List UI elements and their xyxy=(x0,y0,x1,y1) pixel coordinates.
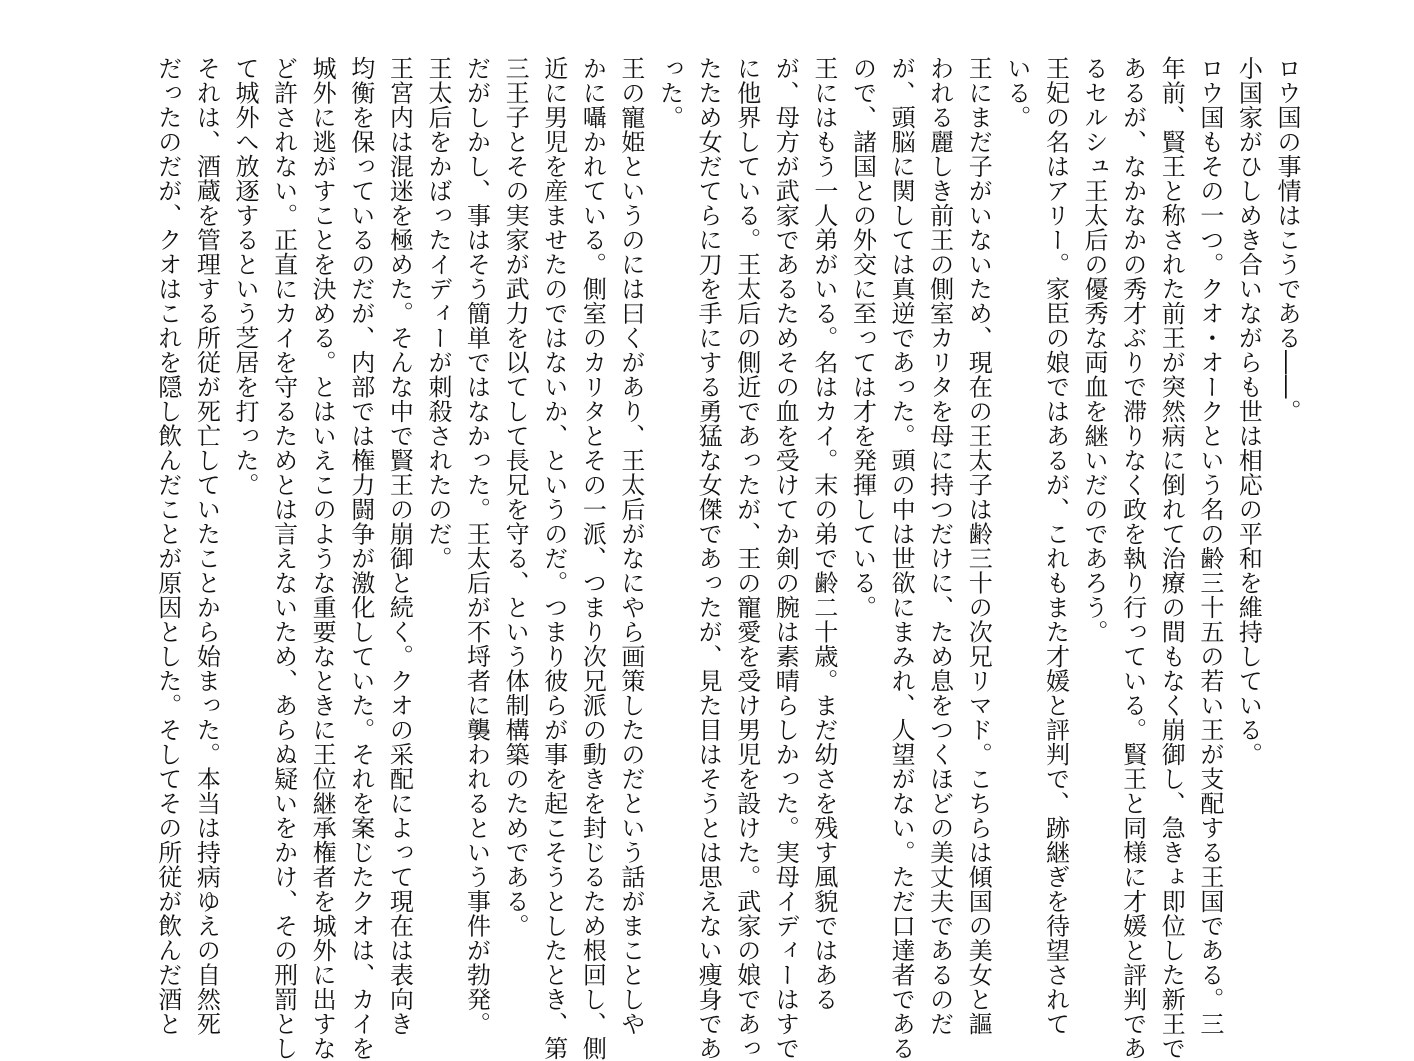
text-line: 王の寵姫というのには曰くがあり、王太后がなにやら画策したのだという話がまことしや xyxy=(616,56,645,1036)
text-line: ど許されない。正直にカイを守るためとは言えないため、あらぬ疑いをかけ、その刑罰とし xyxy=(269,56,298,1061)
text-line: われる麗しき前王の側室カリタを母に持つだけに、ため息をつくほどの美丈夫であるのだ xyxy=(925,56,954,1036)
text-line: ロウ国もその一つ。クオ・オークという名の齢三十五の若い王が支配する王国である。三 xyxy=(1195,56,1224,1036)
text-line: が、母方が武家であるためその血を受けてか剣の腕は素晴らしかった。実母イディーはすで xyxy=(771,56,800,1061)
text-line: 王妃の名はアリー。家臣の娘ではあるが、これもまた才媛と評判で、跡継ぎを待望されて xyxy=(1041,56,1070,1036)
text-line: それは、酒蔵を管理する所従が死亡していたことから始まった。本当は持病ゆえの自然死 xyxy=(192,56,221,1036)
text-line: が、頭脳に関しては真逆であった。頭の中は世欲にまみれ、人望がない。ただ口達者である xyxy=(887,56,916,1061)
text-line: ので、諸国との外交に至っては才を発揮している。 xyxy=(848,56,877,620)
text-line: かに囁かれている。側室のカリタとその一派、つまり次兄派の動きを封じるため根回し、側 xyxy=(578,56,607,1061)
text-line: 小国家がひしめき合いながらも世は相応の平和を維持している。 xyxy=(1234,56,1263,767)
text-line: ロウ国の事情はこうである――。 xyxy=(1273,56,1301,424)
text-line: った。 xyxy=(655,56,684,130)
text-line: だったのだが、クオはこれを隠し飲んだことが原因とした。そしてその所従が飲んだ酒と xyxy=(153,56,182,1036)
text-line: 城外に逃がすことを決める。とはいえこのような重要なときに王位継承権者を城外に出すな xyxy=(308,56,337,1061)
text-line: たため女だてらに刀を手にする勇猛な女傑であったが、見た目はそうとは思えない痩身であ xyxy=(694,56,723,1061)
text-line: 年前、賢王と称された前王が突然病に倒れて治療の間もなく崩御し、急きょ即位した新王で xyxy=(1157,56,1186,1061)
text-line: るセルシュ王太后の優秀な両血を継いだのであろう。 xyxy=(1080,56,1109,644)
text-line: 均衡を保っているのだが、内部では権力闘争が激化していた。それを案じたクオは、カイを xyxy=(346,56,375,1061)
text-line: 王にはもう一人弟がいる。名はカイ。末の弟で齢二十歳。まだ幼さを残す風貌ではある xyxy=(809,56,838,1012)
text-line: 王太后をかばったイディーが刺殺されたのだ。 xyxy=(423,56,452,571)
text-line: だがしかし、事はそう簡単ではなかった。王太后が不埒者に襲われるという事件が勃発。 xyxy=(462,56,491,1036)
text-line: 王宮内は混迷を極めた。そんな中で賢王の崩御と続く。クオの采配によって現在は表向き xyxy=(385,56,414,1036)
vertical-text-body xyxy=(148,56,1306,1061)
text-line: 三王子とその実家が武力を以てして長兄を守る、という体制構築のためである。 xyxy=(501,56,530,938)
text-line: 王にまだ子がいないため、現在の王太子は齢三十の次兄リマド。こちらは傾国の美女と謳 xyxy=(964,56,993,1036)
text-line: いる。 xyxy=(1002,56,1031,130)
text-line: に他界している。王太后の側近であったが、王の寵愛を受け男児を設けた。武家の娘であっ xyxy=(732,56,761,1061)
text-line: て城外へ放逐するという芝居を打った。 xyxy=(230,56,259,497)
text-line: 近に男児を産ませたのではないか、というのだ。つまり彼らが事を起こそうとしたとき、第 xyxy=(539,56,568,1061)
text-line: あるが、なかなかの秀才ぶりで滞りなく政を執り行っている。賢王と同様に才媛と評判であ xyxy=(1118,56,1147,1061)
